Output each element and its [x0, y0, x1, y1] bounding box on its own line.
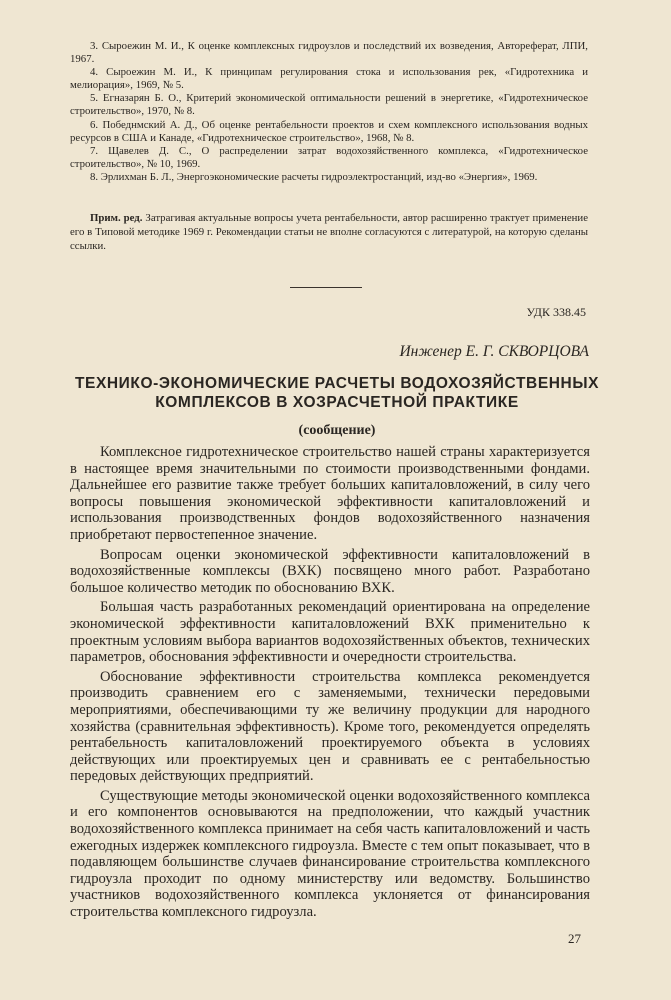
reference-item: 4. Сыроежин М. И., К принципам регулирования стока и использования рек, «Гидротехника и мелиорация», 1969, № 5. — [70, 66, 588, 92]
body-paragraph: Обоснование эффективности строительства комплекса рекомендуется производить сравнением его с заменяемыми, технически передовыми мероприятиями, обеспечивающими ту же величину продукции для народного хозяйства (сравнительная эффективность). Кроме того, рекомендуется определять рентабельность капиталовложений проектируемого объекта в условиях действующих или проектируемых цен и сравнивать ее с рентабельностью передовых действующих предприятий. — [70, 668, 590, 785]
editor-note-label: Прим. ред. — [90, 212, 143, 224]
article-body — [70, 444, 590, 924]
reference-item: 6. Победнмский А. Д., Об оценке рентабельности проектов и схем комплексного использования водных ресурсов в США и Канаде, «Гидротехническое строительство», 1968, № 8. — [70, 118, 588, 144]
editor-note — [70, 212, 588, 254]
article-author: Инженер Е. Г. СКВОРЦОВА — [399, 343, 589, 360]
body-paragraph: Большая часть разработанных рекомендаций ориентирована на определение экономической эффективности капиталовложений ВХК применительно к проектным условиям выбора вариантов водохозяйственных объектов, технических параметров, обоснования эффективности и очередности строительства. — [70, 599, 590, 666]
article-subtitle: (сообщение) — [298, 423, 376, 438]
reference-item: 5. Егназарян Б. О., Критерий экономической оптимальности решений в энергетике, «Гидротехническое строительство», 1970, № 8. — [70, 92, 588, 118]
article-title-line: КОМПЛЕКСОВ В ХОЗРАСЧЕТНОЙ ПРАКТИКЕ — [155, 394, 519, 411]
body-paragraph: Комплексное гидротехническое строительство нашей страны характеризуется в настоящее время значительными по стоимости производственными фондами. Дальнейшее его развитие также требует больших капиталовложений, в силу чего вопросы повышения экономической эффективности капиталовложений и использования производственных фондов водохозяйственного назначения приобретают первостепенное значение. — [70, 444, 590, 543]
udk-code: УДК 338.45 — [526, 305, 586, 319]
article-title-line: ТЕХНИКО-ЭКОНОМИЧЕСКИЕ РАСЧЕТЫ ВОДОХОЗЯЙСТВЕННЫХ — [74, 375, 600, 392]
editor-note-text: Затрагивая актуальные вопросы учета рентабельности, автор расширенно трактует применение его в Типовой методике 1969 г. Рекомендации статьи не вполне согласуются с литературой, на которую сделаны ссылки. — [70, 212, 588, 252]
section-divider — [290, 287, 362, 288]
page-number: 27 — [568, 931, 581, 946]
reference-item: 7. Щавелев Д. С., О распределении затрат водохозяйственного комплекса, «Гидротехническое строительство», № 10, 1969. — [70, 144, 588, 170]
article-title — [60, 374, 614, 412]
reference-item: 8. Эрлихман Б. Л., Энергоэкономические расчеты гидроэлектростанций, изд-во «Энергия», 1969. — [90, 170, 538, 183]
body-paragraph: Существующие методы экономической оценки водохозяйственного комплекса и его компонентов основываются на предположении, что каждый участник водохозяйственного комплекса принимает на себя часть капиталовложений и часть ежегодных издержек комплексного гидроузла. Вместе с тем опыт показывает, что в подавляющем большинстве случаев финансирование строительства комплексного гидроузла проходит по одному министерству или ведомству. Большинство участников водохозяйственного комплекса уклоняется от финансирования строительства комплексного гидроузла. — [70, 787, 590, 921]
reference-item: 3. Сыроежин М. И., К оценке комплексных гидроузлов и последствий их возведения, Автореферат, ЛПИ, 1967. — [70, 40, 588, 66]
body-paragraph: Вопросам оценки экономической эффективности капиталовложений в водохозяйственные комплексы (ВХК) посвящено много работ. Разработано большое количество методик по обоснованию ВХК. — [70, 546, 590, 596]
reference-list — [70, 40, 588, 184]
